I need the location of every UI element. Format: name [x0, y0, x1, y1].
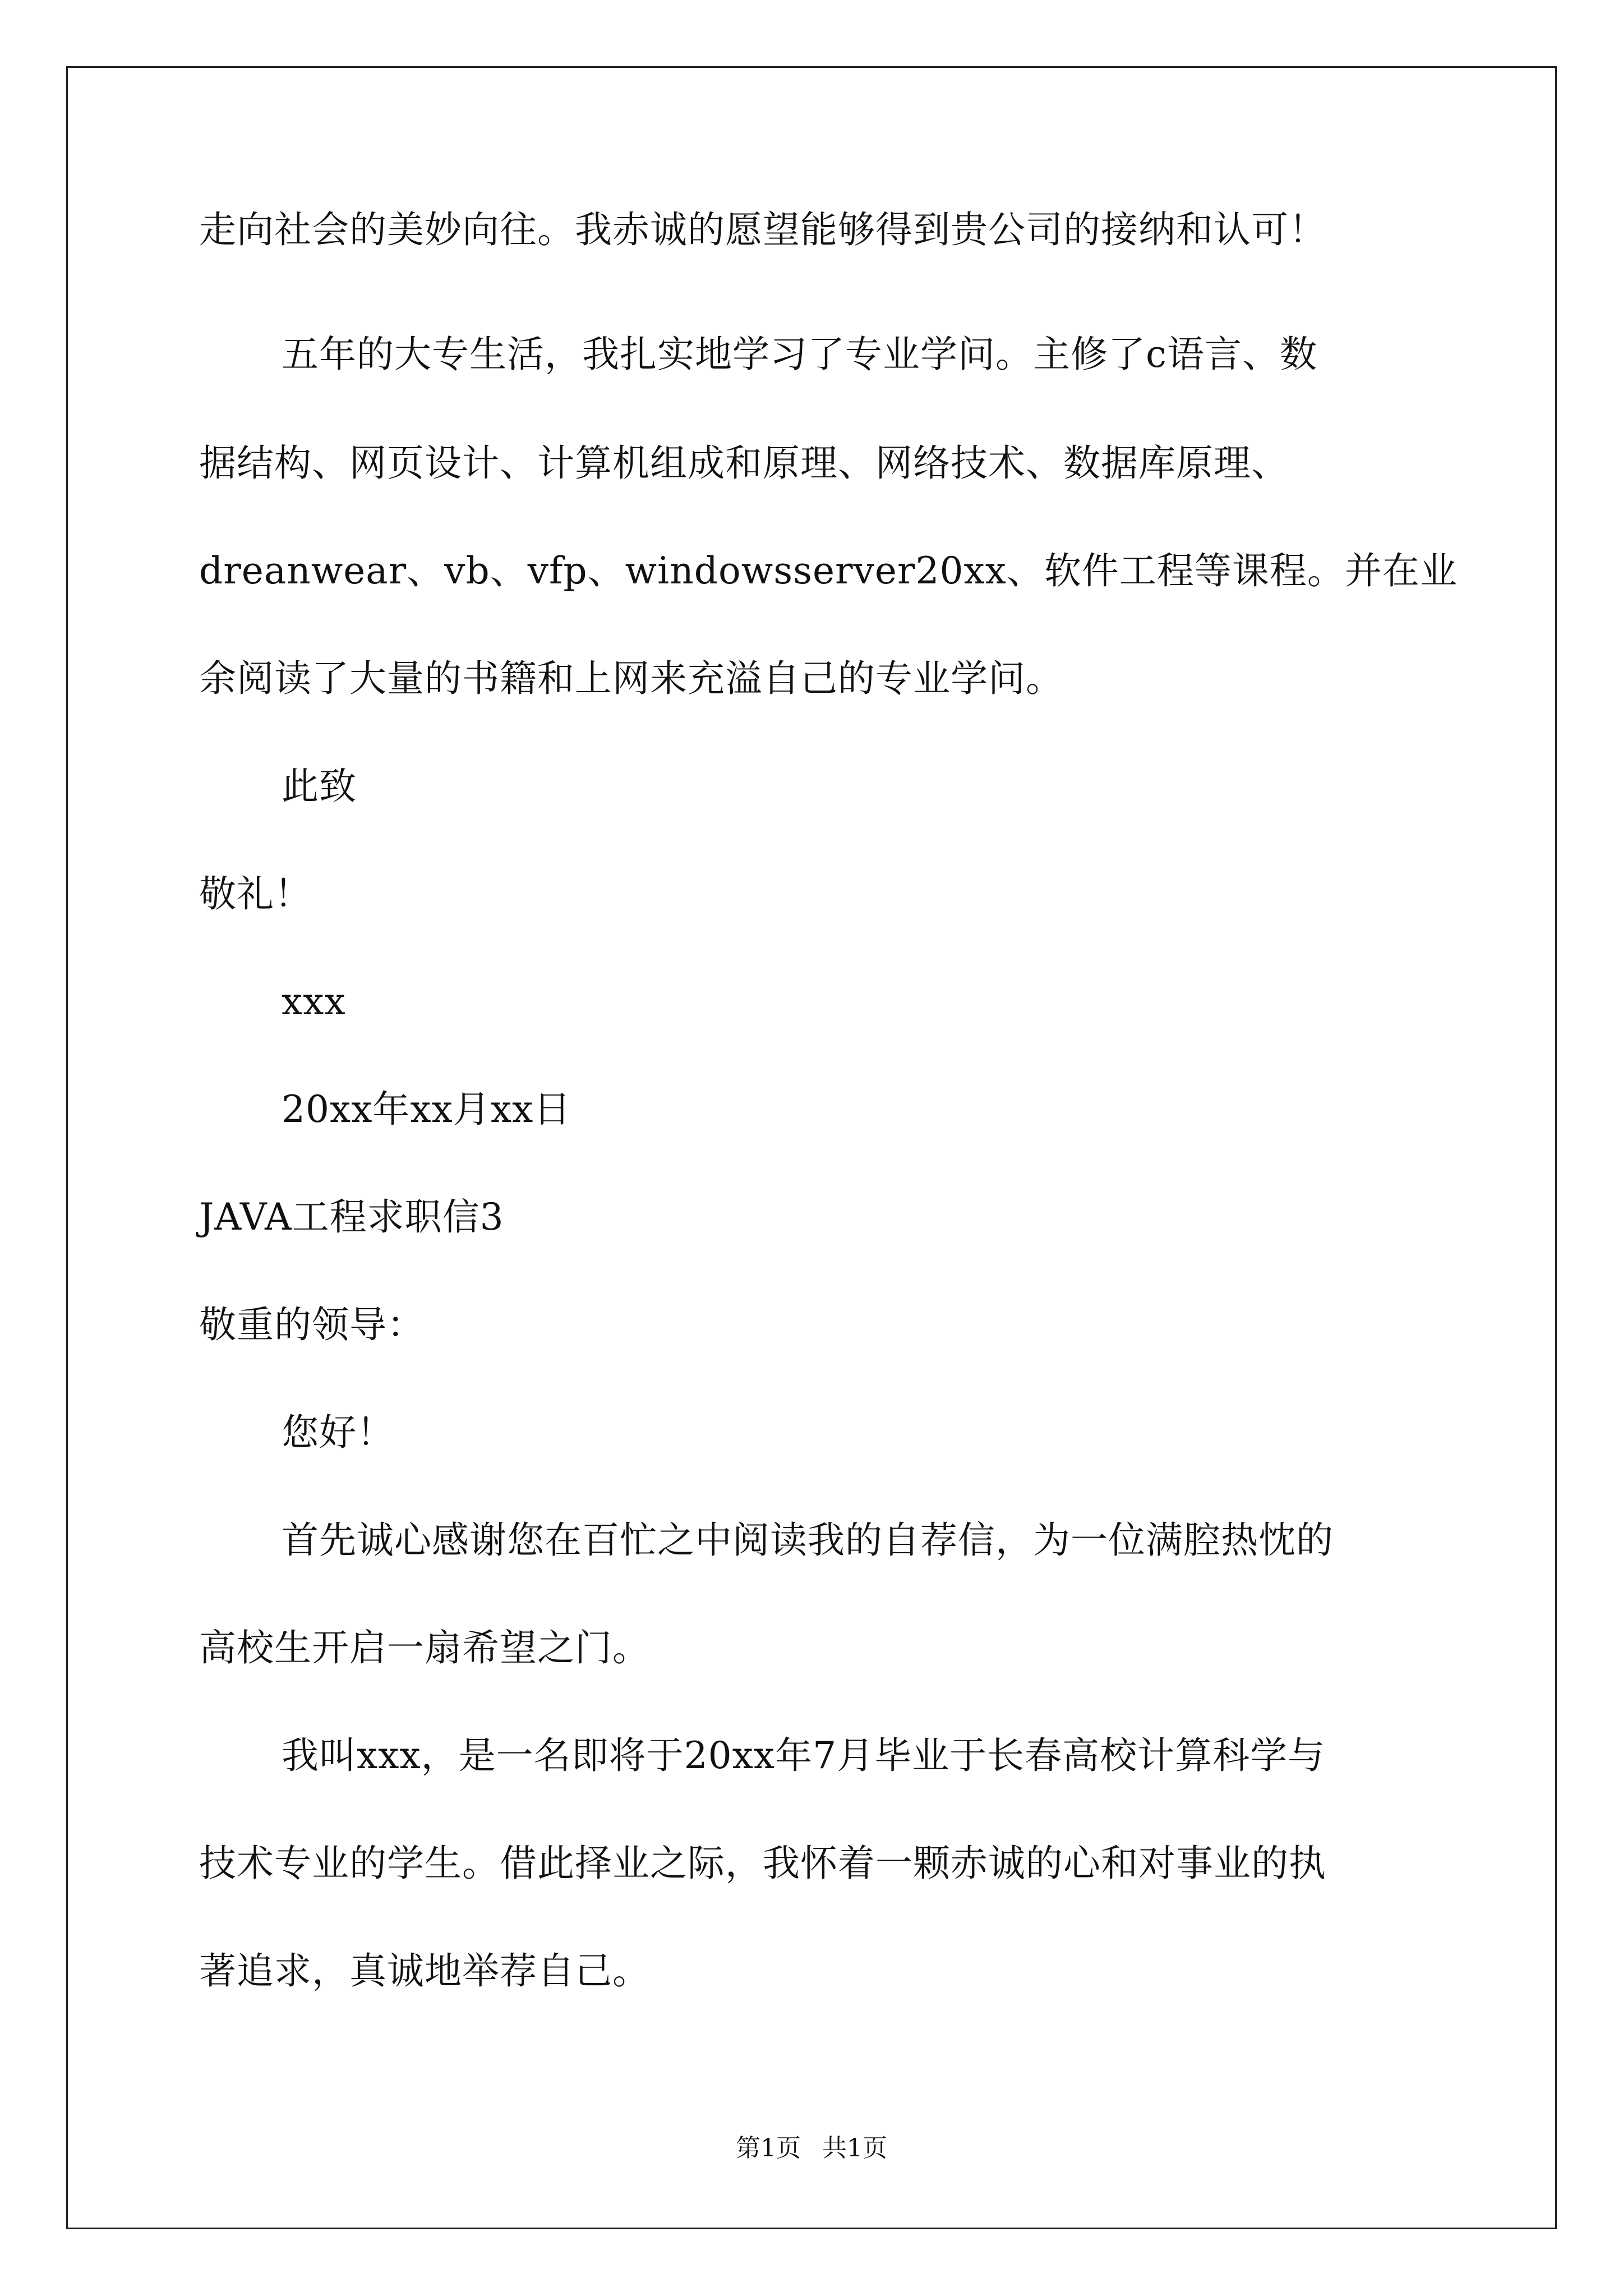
text-line: 走向社会的美妙向往。我赤诚的愿望能够得到贵公司的接纳和认可！: [199, 208, 1326, 251]
signature-date: 20xx年xx月xx日: [282, 1088, 571, 1131]
text-line: 我叫xxx，是一名即将于20xx年7月毕业于长春高校计算科学与: [282, 1734, 1326, 1777]
text-line: 五年的大专生活，我扎实地学习了专业学问。主修了c语言、数: [282, 333, 1317, 376]
text-line: 余阅读了大量的书籍和上网来充溢自己的专业学问。: [199, 657, 1063, 700]
greeting-hello: 您好！: [282, 1411, 394, 1454]
text-line: 技术专业的学生。借此择业之际，我怀着一颗赤诚的心和对事业的执: [199, 1842, 1326, 1885]
text-line: 著追求，真诚地举荐自己。: [199, 1949, 650, 1993]
text-line: dreanwear、vb、vfp、windowsserver20xx、软件工程等课程。并在业: [199, 549, 1458, 592]
text-line: 高校生开启一扇希望之门。: [199, 1626, 650, 1669]
closing-regards: 敬礼！: [199, 872, 312, 915]
text-line: 首先诚心感谢您在百忙之中阅读我的自荐信，为一位满腔热忱的: [282, 1519, 1334, 1562]
text-line: 据结构、网页设计、计算机组成和原理、网络技术、数据库原理、: [199, 441, 1289, 485]
page-frame: [66, 66, 1557, 2229]
footer-page-total: 共1页: [822, 2134, 887, 2162]
section-heading: JAVA工程求职信3: [199, 1195, 504, 1239]
page-footer: [0, 2132, 1623, 2165]
signature-name: xxx: [282, 980, 346, 1023]
closing-salutation: 此致: [282, 765, 357, 808]
footer-page-number: 第1页: [736, 2134, 801, 2162]
greeting: 敬重的领导：: [199, 1303, 425, 1346]
